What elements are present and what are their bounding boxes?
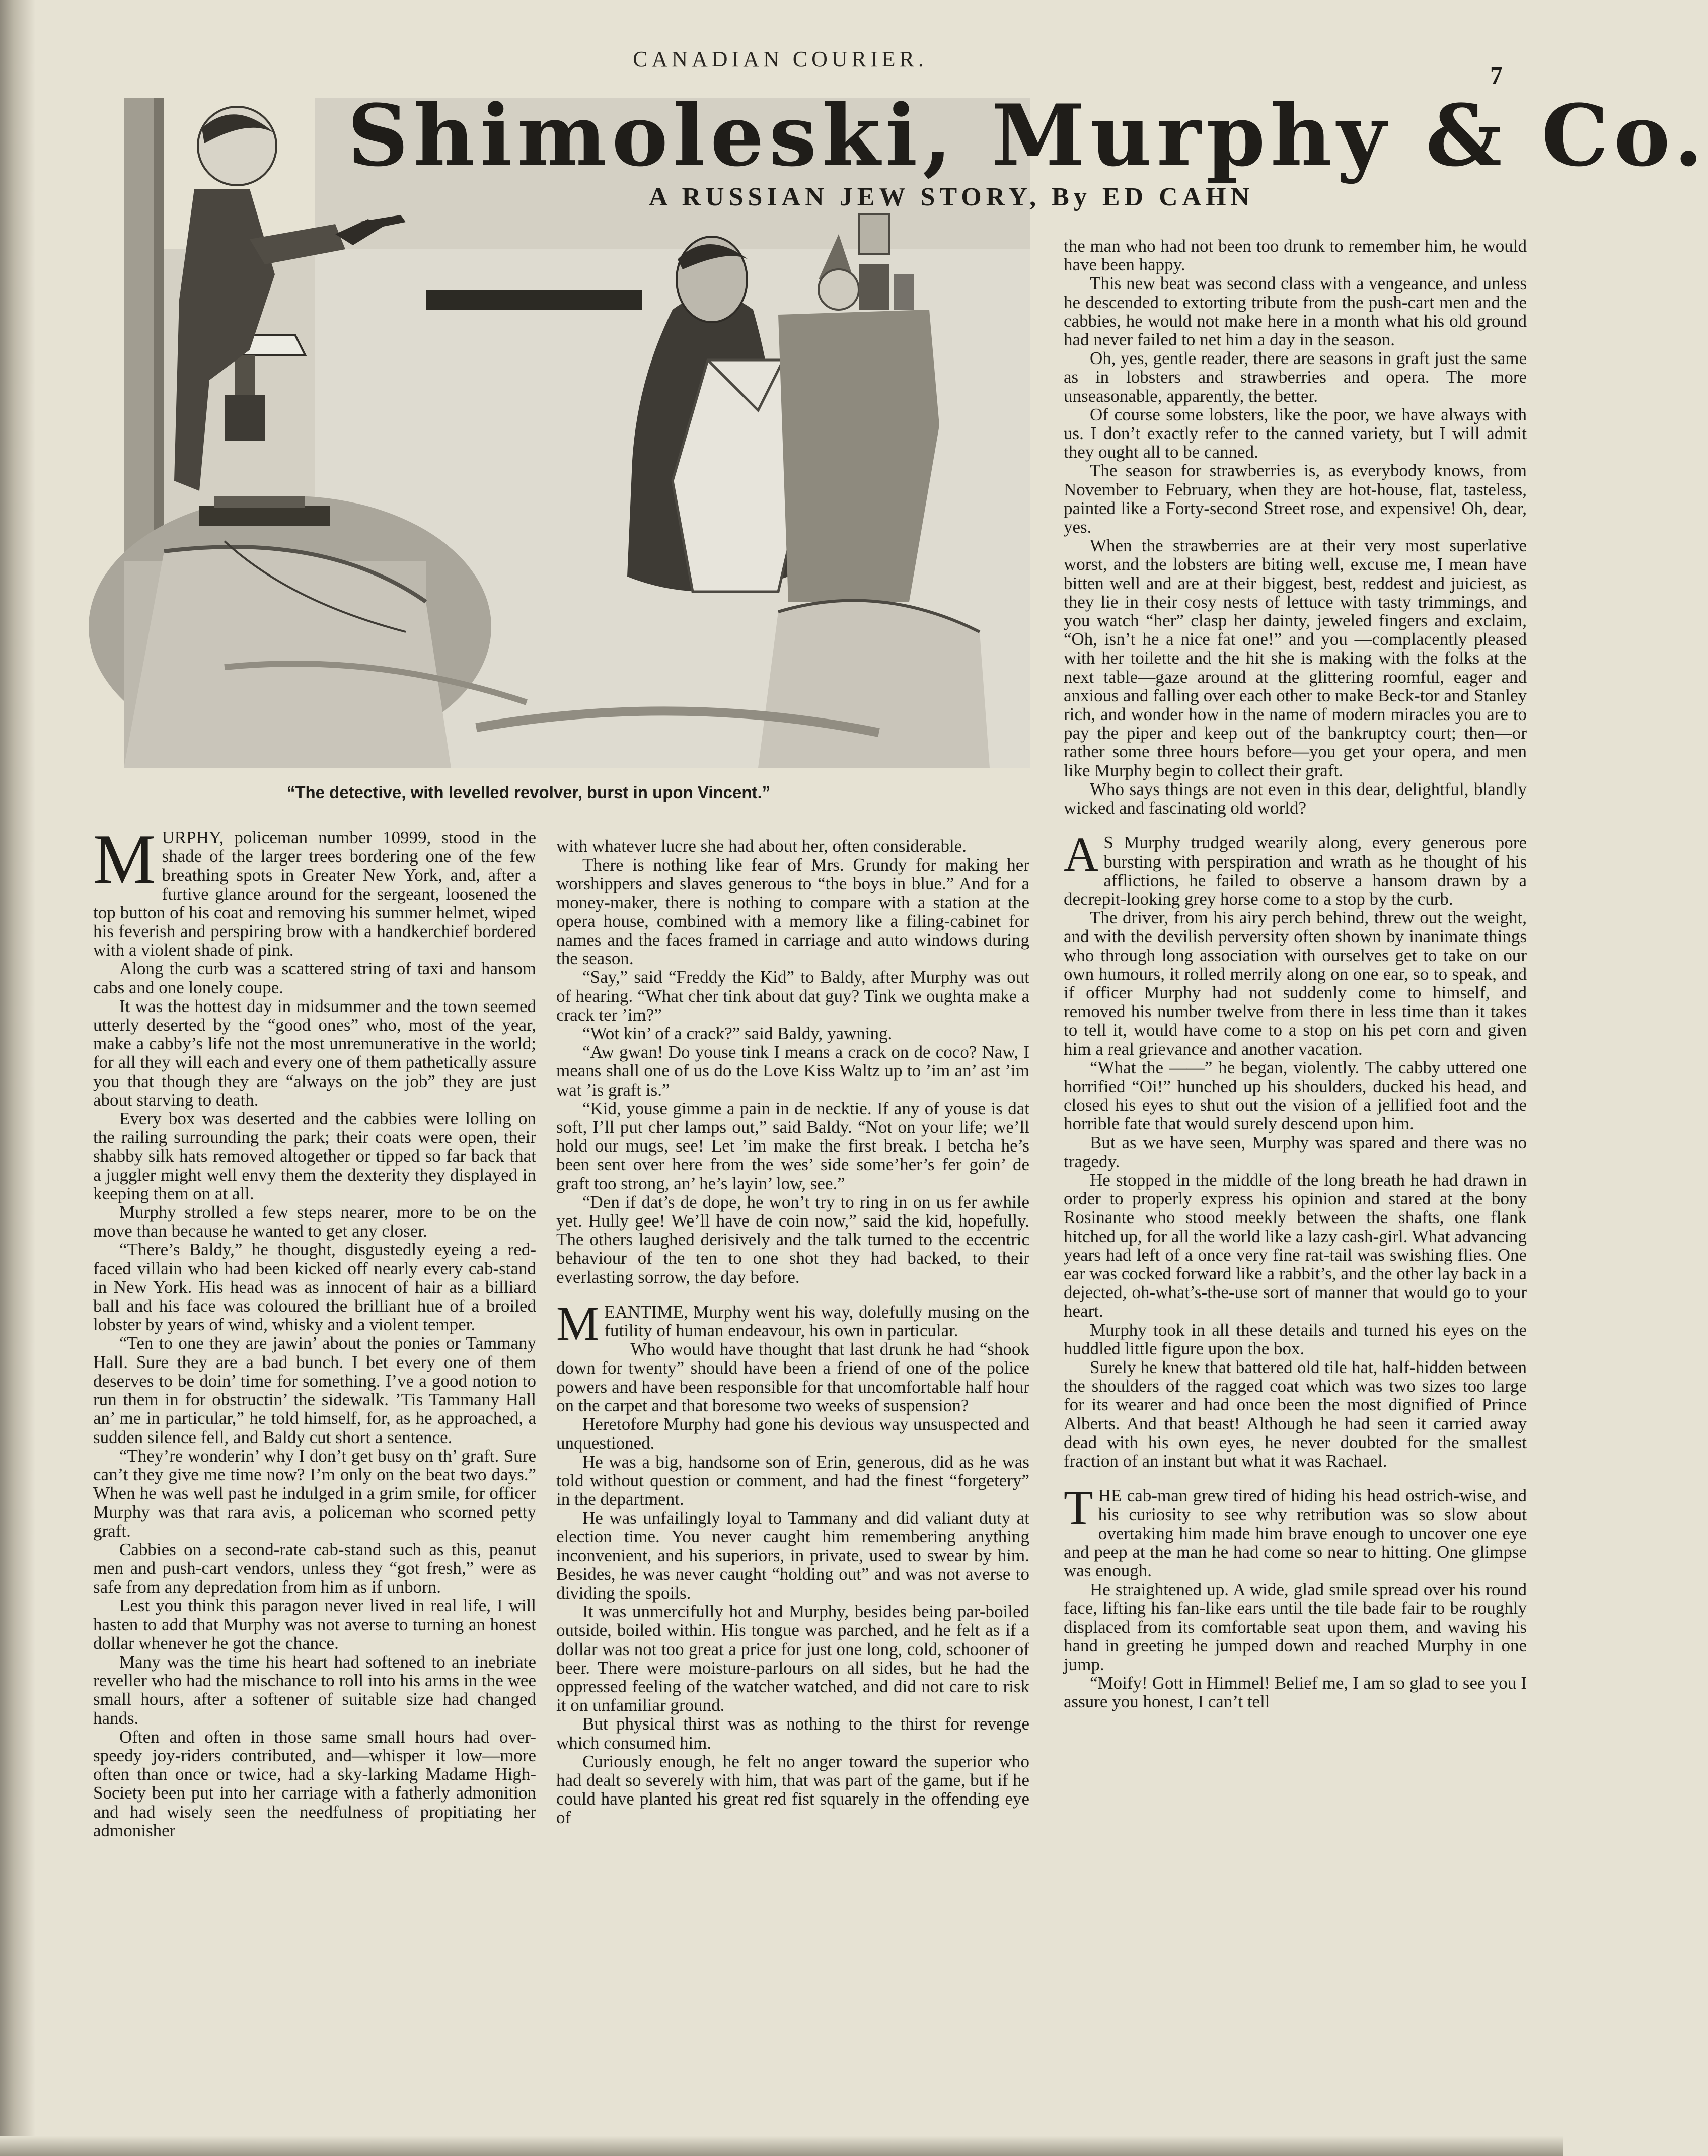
paragraph: Murphy strolled a few steps nearer, more to be on the move than because he wanted to get any closer. — [93, 1202, 536, 1241]
column-3 — [1064, 237, 1527, 1711]
article-subtitle: A RUSSIAN JEW STORY, By ED CAHN — [648, 183, 1254, 211]
paragraph: He stopped in the middle of the long breath he had drawn in order to properly express his opinion and stared at the bony Rosinante who stood meekly between the shafts, one flank hitched up, for all the world like a lazy cash-girl. What advancing years had left of a once very fine rat-tail was swishing flies. One ear was cocked forward like a rabbit’s, and the other lay back in a dejected, oh-what’s-the-use sort of manner that would go to your heart. — [1064, 1170, 1527, 1321]
drop-cap: M — [93, 820, 156, 898]
paragraph: Who says things are not even in this dear, delightful, blandly wicked and fascinating old world? — [1064, 779, 1527, 818]
column-2 — [556, 837, 1029, 1827]
paragraph: The season for strawberries is, as everybody knows, from November to February, when they are hot-house, flat, tasteless, painted like a Forty-second Street rose, and expensive! Oh, dear, yes. — [1064, 461, 1527, 537]
paragraph: It was unmercifully hot and Murphy, besides being par-boiled outside, boiled within. His tongue was parched, and he felt as if a dollar was not too great a price for just one long, cold, schooner of beer. There were moisture-parlours on all sides, but he had the oppressed feeling of the watcher watched, and did not care to risk it on unfamiliar ground. — [556, 1602, 1029, 1715]
paragraph: But as we have seen, Murphy was spared and there was no tragedy. — [1064, 1132, 1527, 1171]
paragraph: A S Murphy trudged wearily along, every generous pore bursting with perspiration and wrath as he thought of his afflictions, he failed to observe a hansom drawn by a decrepit-looking grey horse come to a stop by the curb. — [1064, 827, 1527, 909]
paragraph: He was unfailingly loyal to Tammany and did valiant duty at election time. You never caught him remembering anything inconvenient, and his superiors, in private, used to swear by him. Besides, he was never caught “holding out” and was not averse to dividing the spoils. — [556, 1508, 1029, 1603]
paragraph: He straightened up. A wide, glad smile spread over his round face, lifting his fan-like ears until the tile bade fair to be roughly displaced from its comfortable seat upon them, and waving his hand in greeting he jumped down and reached Murphy in one jump. — [1064, 1579, 1527, 1675]
page-bottom-shadow — [0, 2136, 1563, 2156]
paragraph: “Den if dat’s de dope, he won’t try to ring in on us fer awhile yet. Hully gee! We’ll have de coin now,” said the kid, hopefully. The others laughed derisively and the talk turned to the eccentric behaviour of the ten to one shot they had backed, to their everlasting sorrow, the day before. — [556, 1192, 1029, 1287]
column-1 — [93, 820, 536, 1840]
paragraph: “Wot kin’ of a crack?” said Baldy, yawning. — [582, 1024, 893, 1044]
drop-cap: M — [556, 1296, 600, 1350]
paragraph: MEANTIME, Murphy went his way, dolefully musing on the futility of human endeavour, his own in particular. — [556, 1296, 1029, 1350]
paragraph: Of course some lobsters, like the poor, we have always with us. I don’t exactly refer to the canned variety, but I will admit they ought all to be canned. — [1064, 404, 1527, 462]
paragraph: He was a big, handsome son of Erin, generous, did as he was told without question or comment, and had the finest “forgetery” in the department. — [556, 1452, 1029, 1509]
paragraph: Every box was deserted and the cabbies were lolling on the railing surrounding the park; their coats were open, their shabby silk hats removed altogether or tipped so far back that a juggler might well envy them the dexterity they displayed in keeping them on at all. — [93, 1109, 536, 1203]
paragraph: MURPHY, policeman number 10999, stood in the shade of the larger trees bordering one of the few breathing spots in Greater New York, and, after a furtive glance around for the sergeant, loosened the top button of his coat and removing his summer helmet, wiped his feverish and perspiring brow with a handkerchief bordered with a violent shade of pink. — [93, 820, 536, 960]
paragraph: “They’re wonderin’ why I don’t get busy on th’ graft. Sure can’t they give me time now? I’m only on the beat two days.” When he was well past he indulged in a grim smile, for officer Murphy was that rara avis, a policeman who scorned petty graft. — [93, 1446, 536, 1541]
paragraph: with whatever lucre she had about her, often considerable. — [556, 836, 967, 856]
paragraph: Oh, yes, gentle reader, there are seasons in graft just the same as in lobsters and strawberries and opera. The more unseasonable, apparently, the better. — [1064, 348, 1527, 406]
paragraph: There is nothing like fear of Mrs. Grundy for making her worshippers and slaves generous to “the boys in blue.” And for a money-maker, there is nothing to compare with a station at the opera house, combined with a memory like a filing-cabinet for names and the faces framed in carriage and auto windows during the season. — [556, 855, 1029, 969]
page-gutter-shadow — [0, 0, 35, 2156]
paragraph: “Moify! Gott in Himmel! Belief me, I am so glad to see you I assure you honest, I can’t tell — [1064, 1673, 1527, 1712]
paragraph: “Aw gwan! Do youse tink I means a crack on de coco? Naw, I means shall one of us do the Love Kiss Waltz up to ’im an’ ast ’im wat ’is graft is.” — [556, 1042, 1029, 1100]
illustration-caption: “The detective, with levelled revolver, burst in upon Vincent.” — [286, 783, 771, 802]
paragraph: Who would have thought that last drunk he had “shook down for twenty” should have been a friend of one of the police powers and have been responsible for that uncomfortable half hour on the carpet and that boresome two weeks of suspension? — [556, 1339, 1029, 1415]
article-title: Shimoleski, Murphy & Co. — [347, 86, 1708, 185]
paragraph: “Kid, youse gimme a pain in de necktie. If any of youse is dat soft, I’ll put cher lamps out,” said Baldy. “Not on your life; we’ll hold our mugs, see! Let ’im make the first break. I betcha he’s been sent over here from the wes’ side some’her’s fer goin’ de graft too strong, an’ he’s layin’ low, see.” — [556, 1098, 1029, 1193]
paragraph: Surely he knew that battered old tile hat, half-hidden between the shoulders of the ragged coat which was two sizes too large for its wearer and had once been the most dignified of Prince Alberts. And that beast! Although he had seen it carried away dead with his own eyes, he never doubted for the smallest fraction of an instant but what it was Rachael. — [1064, 1357, 1527, 1471]
paragraph: the man who had not been too drunk to remember him, he would have been happy. — [1064, 236, 1527, 275]
paragraph: Curiously enough, he felt no anger toward the superior who had dealt so severely with him, that was part of the game, but if he could have planted his great red fist squarely in the offending eye of — [556, 1751, 1029, 1828]
paragraph: Lest you think this paragon never lived in real life, I will hasten to add that Murphy was not averse to turning an honest dollar whenever he got the chance. — [93, 1596, 536, 1653]
paragraph: But physical thirst was as nothing to the thirst for revenge which consumed him. — [556, 1714, 1029, 1753]
paragraph: Murphy took in all these details and turned his eyes on the huddled little figure upon the box. — [1064, 1320, 1527, 1358]
paragraph: Often and often in those same small hours had over-speedy joy-riders contributed, and—whisper it low—more often than once or twice, had a sky-larking Madame High-Society been put into her carriage with a fatherly admonition and had wisely seen the needfulness of propitiating her admonisher — [93, 1727, 536, 1840]
paragraph: Cabbies on a second-rate cab-stand such as this, peanut men and push-cart vendors, unless they “got fresh,” were as safe from any depredation from him as if unborn. — [93, 1539, 536, 1597]
paragraph: The driver, from his airy perch behind, threw out the weight, and with the devilish perversity often shown by inanimate things who through long association with ourselves get to take on our own humours, it rolled merrily along on one ear, so to speak, and if officer Murphy had not suddenly come to himself, and removed his number twelve from there in less time than it takes to tell it, would have come to a stop on his pet corn and given him a real grievance and another vacation. — [1064, 908, 1527, 1059]
paragraph: Heretofore Murphy had gone his devious way unsuspected and unquestioned. — [556, 1414, 1029, 1453]
paragraph: Along the curb was a scattered string of taxi and hansom cabs and one lonely coupe. — [93, 959, 536, 997]
paragraph: THE cab-man grew tired of hiding his head ostrich-wise, and his curiosity to see why retribution was so slow about overtaking him made him brave enough to uncover one eye and peep at the man he had come so near to hitting. One glimpse was enough. — [1064, 1480, 1527, 1581]
page-number: 7 — [1490, 61, 1503, 89]
drop-cap: A — [1064, 827, 1099, 882]
paragraph: When the strawberries are at their very most superlative worst, and the lobsters are biting well, excuse me, I mean have bitten well and are at their biggest, best, reddest and juiciest, as they lie in their cosy nests of lettuce with tasty trimmings, and you watch “her” clasp her dainty, jeweled fingers and exclaim, “Oh, isn’t he a nice fat one!” and you —complacently pleased with her toilette and the hit she is making with the folks at the next table—gaze around at the glittering roomful, eager and anxious and falling over each other to make Beck-tor and Stanley rich, and wonder how in the name of modern miracles you are to pay the piper and keep out of the bankruptcy court; then—or rather some three hours before—you get your opera, and men like Murphy begin to collect their graft. — [1064, 536, 1527, 780]
paragraph: “What the ——” he began, violently. The cabby uttered one horrified “Oi!” hunched up his shoulders, ducked his head, and closed his eyes to shut out the vision of a jellified foot and the horrible fate that would surely descend upon him. — [1064, 1057, 1527, 1134]
paragraph: “There’s Baldy,” he thought, disgustedly eyeing a red-faced villain who had been kicked off nearly every cab-stand in New York. His head was as innocent of hair as a billiard ball and his face was coloured the brilliant hue of a broiled lobster by years of wind, whisky and a violent temper. — [93, 1240, 536, 1335]
paragraph: “Ten to one they are jawin’ about the ponies or Tammany Hall. Sure they are a bad bunch. I bet every one of them deserves to be doin’ time for something. I’ve a good notion to run them in for obstructin’ the sidewalk. ’Tis Tammany Hall an’ me in particular,” he told himself, for, as he approached, a sudden silence fell, and Baldy cut short a sentence. — [93, 1333, 536, 1447]
paragraph: This new beat was second class with a vengeance, and unless he descended to extorting tribute from the push-cart men and the cabbies, he would not make here in a month what his old ground had never failed to net him a day in the season. — [1064, 273, 1527, 350]
paragraph: “Say,” said “Freddy the Kid” to Baldy, after Murphy was out of hearing. “What cher tink about dat guy? Tink we oughta make a crack ter ’im?” — [556, 967, 1029, 1025]
running-head: CANADIAN COURIER. — [633, 47, 928, 71]
paragraph: Many was the time his heart had softened to an inebriate reveller who had the mischance to roll into his arms in the wee small hours, after a softener of suitable size had changed hands. — [93, 1651, 536, 1728]
drop-cap: T — [1064, 1480, 1093, 1535]
paragraph: It was the hottest day in midsummer and the town seemed utterly deserted by the “good ones” who, most of the year, make a cabby’s life not the most unremunerative in the world; for all they will each and every one of them pathetically assure you that though they are “always on the job” they are just about starving to death. — [93, 996, 536, 1110]
